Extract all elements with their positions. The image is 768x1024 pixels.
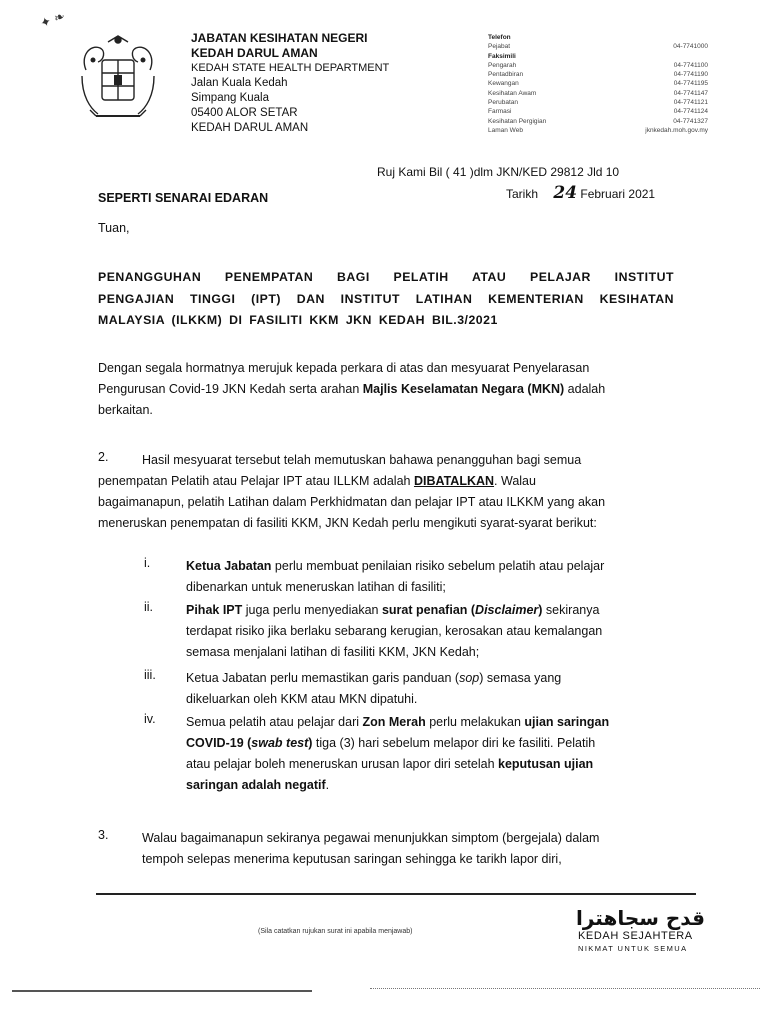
item-i-number: i. <box>144 556 151 570</box>
department-en: KEDAH STATE HEALTH DEPARTMENT <box>191 62 390 74</box>
paragraph-2-number: 2. <box>98 450 109 464</box>
contact-row: Kesihatan Awam 04-7741147 <box>488 89 708 97</box>
date-day-handwritten: 24 <box>553 183 578 203</box>
contact-row: Laman Web jknkedah.moh.gov.my <box>488 126 708 134</box>
date-line <box>506 183 655 203</box>
item-ii: Pihak IPT juga perlu menyediakan surat penafian (Disclaimer) sekiranya terdapat risiko jika berlaku sebarang kerugian, kerosakan atau kemalangan semasa menjalani latihan di fasiliti KKM, JKN Kedah; <box>186 603 603 659</box>
paragraph-3: Walau bagaimanapun sekiranya pegawai menunjukkan simptom (bergejala) dalam tempoh selepas menerima keputusan saringan sehingga ke tarikh lapor diri, <box>142 831 600 866</box>
scan-edge-line <box>12 990 312 992</box>
address-line-2: Simpang Kuala <box>191 92 269 104</box>
item-ii-number: ii. <box>144 600 154 614</box>
kedah-sejahtera-text: KEDAH SEJAHTERA <box>578 930 693 942</box>
recipient: SEPERTI SENARAI EDARAN <box>98 191 269 205</box>
contact-row: Kewangan 04-7741195 <box>488 80 708 88</box>
crest-logo <box>68 30 168 130</box>
paragraph-1: Dengan segala hormatnya merujuk kepada perkara di atas dan mesyuarat Penyelarasan Pengurusan Covid-19 JKN Kedah serta arahan Majlis Keselamatan Negara (MKN) adalah berkaitan. <box>98 361 606 417</box>
kedah-sejahtera-tagline: NIKMAT UNTUK SEMUA <box>578 944 688 953</box>
letter-title: PENANGGUHAN PENEMPATAN BAGI PELATIH ATAU PELAJAR INSTITUT PENGAJIAN TINGGI (IPT) DAN INSTITUT LATIHAN KEMENTERIAN KESIHATAN MALAYSIA (ILKKM) DI FASILITI KKM JKN KEDAH BIL.3/2021 <box>98 270 674 327</box>
contact-row: Perubatan 04-7741121 <box>488 99 708 107</box>
reference-number: Ruj Kami Bil ( 41 )dlm JKN/KED 29812 Jld 10 <box>377 165 620 179</box>
date-rest: Februari 2021 <box>580 187 656 201</box>
paragraph-2: Hasil mesyuarat tersebut telah memutuskan bahawa penangguhan bagi semua penempatan Pelatih atau Pelajar IPT atau ILLKM adalah DIBATALKAN. Walau bagaimanapun, pelatih Latihan dalam Perkhidmatan dan pelajar IPT atau ILKKM yang akan meneruskan penempatan di fasiliti KKM, JKN Kedah perlu mengikuti syarat-syarat berikut: <box>98 453 606 530</box>
item-iv: Semua pelatih atau pelajar dari Zon Merah perlu melakukan ujian saringan COVID-19 (swab test) tiga (3) hari sebelum melapor diri ke fasiliti. Pelatih atau pelajar boleh meneruskan urusan lapor diri setelah keputusan ujian saringan adalah negatif. <box>186 715 610 792</box>
date-label: Tarikh <box>506 187 539 201</box>
paragraph-3-number: 3. <box>98 828 109 842</box>
contact-block <box>488 33 708 135</box>
item-i: Ketua Jabatan perlu membuat penilaian risiko sebelum pelatih atau pelajar dibenarkan untuk meneruskan latihan di fasiliti; <box>186 559 605 594</box>
contact-row: Farmasi 04-7741124 <box>488 108 708 116</box>
salutation: Tuan, <box>98 221 130 235</box>
contact-row: Pejabat 04-7741000 <box>488 43 708 51</box>
margin-mark: ✦ ❧ <box>38 8 68 31</box>
footer-divider <box>96 893 696 895</box>
footer-note: (Sila catatkan rujukan surat ini apabila menjawab) <box>258 928 413 935</box>
contact-row: Kesihatan Pergigian 04-7741327 <box>488 117 708 125</box>
item-iv-number: iv. <box>144 712 156 726</box>
address-line-3: 05400 ALOR SETAR <box>191 107 298 119</box>
scan-edge-dots <box>370 988 760 990</box>
address-line-1: Jalan Kuala Kedah <box>191 77 288 89</box>
item-iii-number: iii. <box>144 668 156 682</box>
contact-row: Pengarah 04-7741100 <box>488 61 708 69</box>
kedah-sejahtera-script-logo: قدح سجاهترا <box>576 906 705 930</box>
faksimili-label: Faksimili <box>488 52 516 60</box>
telefon-label: Telefon <box>488 34 511 41</box>
contact-row: Pentadbiran 04-7741190 <box>488 71 708 79</box>
negeri-name: KEDAH DARUL AMAN <box>191 46 318 60</box>
jabatan-name: JABATAN KESIHATAN NEGERI <box>191 31 368 45</box>
address-line-4: KEDAH DARUL AMAN <box>191 122 309 134</box>
item-iii: Ketua Jabatan perlu memastikan garis panduan (sop) semasa yang dikeluarkan oleh KKM atau MKN dipatuhi. <box>186 671 562 706</box>
